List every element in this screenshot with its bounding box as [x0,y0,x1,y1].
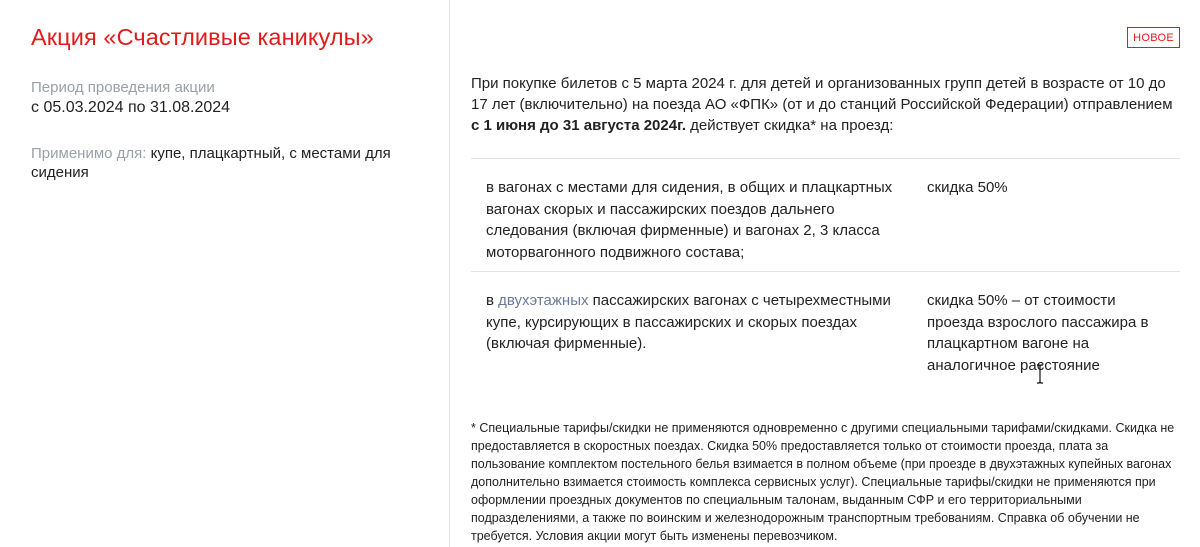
intro-text-start: При покупке билетов с 5 марта 2024 г. для детей и организованных групп детей в возрасте от 10 до 17 лет (включительно) на поезда АО «ФПК» (от и до станций Российской Федерации) отправлением [471,75,1173,113]
applies-value: купе, плацкартный, с местами для сидения [31,145,391,181]
promo-title: Акция «Счастливые каникулы» [31,24,374,50]
condition-suffix: пассажирских вагонах с четырехместными купе, курсирующих в пассажирских и скорых поездах (включая фирменные). [486,292,891,352]
promo-description [471,73,1183,136]
discount-condition: в вагонах с местами для сидения, в общих и плацкартных вагонах скорых и пассажирских поездов дальнего следования (включая фирменные) и вагонах 2, 3 класса моторвагонного подвижного состава; [486,179,893,261]
text-cursor-icon [1035,364,1045,384]
new-badge: НОВОЕ [1127,27,1180,48]
discount-condition [486,290,896,355]
period-label: Период проведения акции [31,79,215,96]
discount-row [471,158,1180,271]
discount-table [471,158,1180,391]
discount-value: скидка 50% [927,179,1008,196]
discount-row [471,271,1180,391]
promo-summary-column [0,0,450,547]
applies-to [31,144,411,182]
intro-date-range: с 1 июня до 31 августа 2024г. [471,117,686,134]
double-decker-link[interactable]: двухэтажных [498,292,589,309]
discount-value: скидка 50% – от стоимости проезда взрослого пассажира в плацкартном вагоне на аналогичное расстояние [927,292,1149,374]
intro-text-end: действует скидка* на проезд: [686,117,894,134]
period-value: с 05.03.2024 по 31.08.2024 [31,99,231,116]
footnote: * Специальные тарифы/скидки не применяются одновременно с другими специальными тарифами/скидками. Скидка не предоставляется в скоростных поездах. Скидка 50% предоставляется только от стоимости проезда, плата за пользование комплектом постельного белья взимается в полном объеме (при проезде в двухэтажных купейных вагонах дополнительно взимается стоимость комплекса сервисных услуг). Специальные тарифы/скидки не применяются при оформлении проездных документов по специальным талонам, выданным СФР и его территориальными подразделениями, а также по воинским и железнодорожным транспортным требованиям. Справка об обучении не требуется. Условия акции могут быть изменены перевозчиком. [471,421,1175,543]
condition-prefix: в [486,292,499,309]
applies-label: Применимо для: [31,145,147,162]
